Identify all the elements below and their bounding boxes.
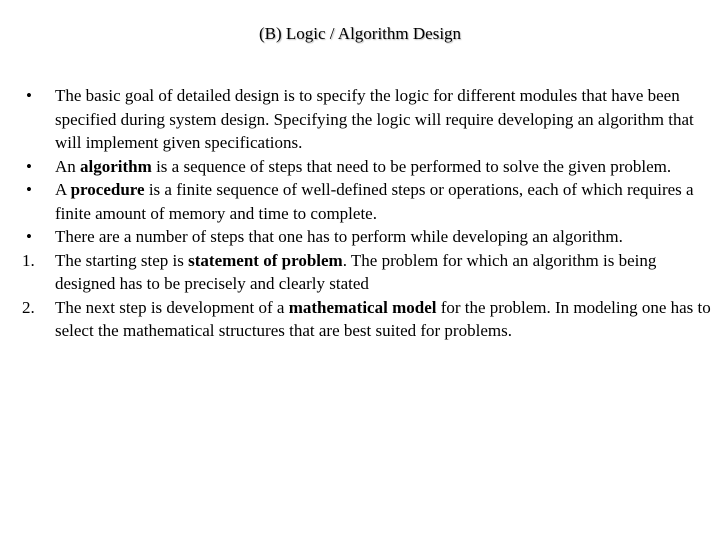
bullet-marker: • (26, 227, 32, 246)
item-text-after: is a finite sequence of well-defined steps or operations, each of which requires a finite amount of memory and time to complete. (55, 180, 694, 223)
content-list (22, 84, 718, 343)
item-text: The basic goal of detailed design is to specify the logic for different modules that have been specified during system design. Specifying the logic will require developing an algorithm that will implement given specifications. (55, 86, 694, 152)
item-text: There are a number of steps that one has to perform while developing an algorithm. (55, 227, 623, 246)
item-text-before: A (55, 180, 71, 199)
list-item (22, 155, 718, 179)
list-item (22, 84, 718, 155)
keyword-algorithm: algorithm (80, 156, 152, 176)
keyword-procedure: procedure (70, 180, 145, 199)
item-text-after: is a sequence of steps that need to be performed to solve the given problem. (151, 156, 672, 176)
bullet-marker: • (26, 156, 32, 176)
item-text-before: An (55, 156, 81, 176)
slide-title: (B) Logic / Algorithm Design (258, 24, 462, 43)
item-text-after: for the problem. In modeling one has to select the mathematical structures that are best suited for problems. (55, 297, 711, 340)
keyword-statement-of-problem: statement of problem (188, 250, 343, 270)
keyword-mathematical-model: mathematical model (288, 297, 437, 317)
bullet-marker: • (26, 180, 32, 199)
item-text-before: The next step is development of a (55, 297, 289, 317)
item-text-before: The starting step is (55, 250, 189, 270)
bullet-marker: • (26, 86, 32, 105)
list-item (22, 225, 718, 249)
list-item (22, 249, 718, 296)
number-marker: 2. (22, 297, 35, 317)
number-marker: 1. (22, 250, 35, 270)
item-text-after: . The problem for which an algorithm is being designed has to be precisely and clearly stated (55, 250, 657, 293)
list-item (22, 296, 718, 343)
list-item (22, 178, 718, 225)
